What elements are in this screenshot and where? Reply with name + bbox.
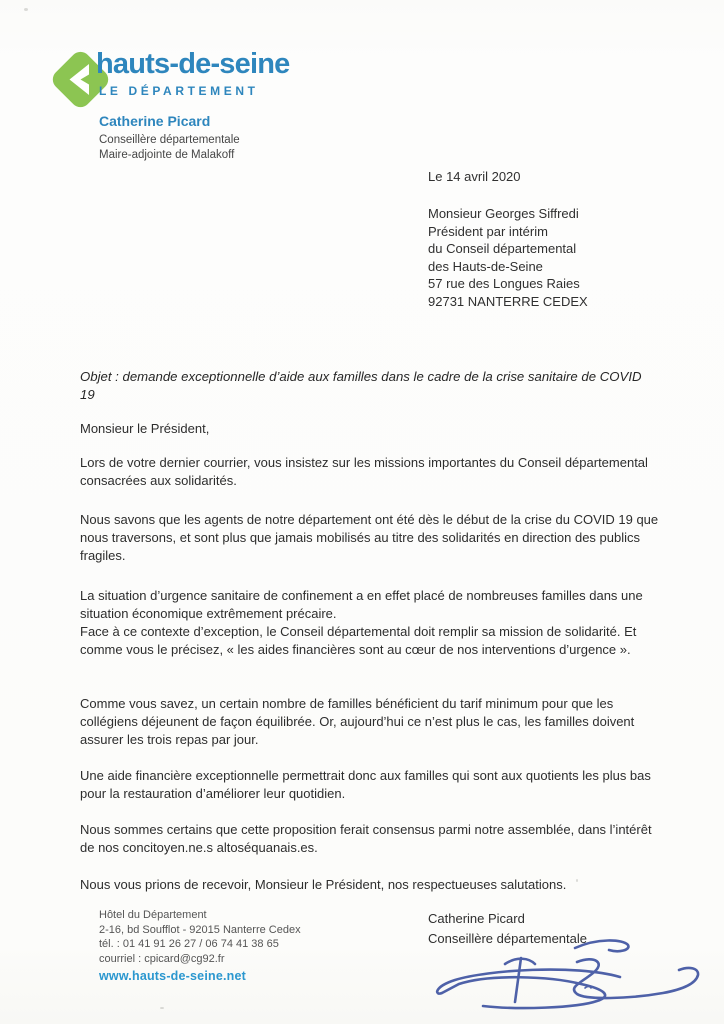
recipient-line: 57 rue des Longues Raies [428,276,580,291]
date-line: Le 14 avril 2020 [428,169,521,184]
recipient-line: 92731 NANTERRE CEDEX [428,293,588,309]
scan-artifact [576,879,578,882]
subject-line: Objet : demande exceptionnelle d’aide aux familles dans le cadre de la crise sanitaire de COVID 19 [80,369,642,402]
salutation: Monsieur le Président, [80,421,210,436]
body-paragraph [80,587,660,659]
body-paragraph-line: La situation d’urgence sanitaire de confinement a en effet placé de nombreuses familles dans une situation économique extrêmement précaire. [80,588,643,621]
footer-line: 2-16, bd Soufflot - 92015 Nanterre Cedex [99,923,301,936]
recipient-block [428,205,588,310]
sender-block [99,114,240,163]
recipient-line: des Hauts-de-Seine [428,258,543,274]
recipient-line: Président par intérim [428,223,548,239]
footer-line: Hôtel du Département [99,909,207,921]
scan-artifact [160,1007,164,1009]
body-paragraph-line: Face à ce contexte d’exception, le Conseil départemental doit remplir sa mission de solidarité. Et comme vous le précisez, « les aides financières sont au cœur de nos interventions d’urgence ». [80,624,637,657]
sender-title-1: Conseillère départementale [99,134,240,146]
body-paragraph: Lors de votre dernier courrier, vous insistez sur les missions importantes du Conseil départemental consacrées aux solidarités. [80,455,648,488]
scan-artifact [24,8,28,11]
recipient-line: du Conseil départemental [428,241,577,256]
footer-line: courriel : cpicard@cg92.fr [99,952,225,965]
footer-line: tél. : 01 41 91 26 27 / 06 74 41 38 65 [99,938,279,950]
logo-tagline: LE DÉPARTEMENT [99,84,259,98]
body-paragraph: Nous sommes certains que cette proposition ferait consensus parmi notre assemblée, dans l’intérêt de nos concitoyen.ne.s altoséquanais.es. [80,822,652,855]
footer-address-block [99,908,301,984]
signature-name: Catherine Picard [428,911,525,926]
sender-name: Catherine Picard [99,113,211,129]
footer-website-link: www.hauts-de-seine.net [99,969,247,983]
sender-title-2: Maire-adjointe de Malakoff [99,149,235,161]
body-paragraph: Comme vous savez, un certain nombre de familles bénéficient du tarif minimum pour que les collégiens déjeunent de façon équilibrée. Or, aujourd’hui ce n’est plus le cas, les familles doivent assurer les trois repas par jour. [80,696,635,747]
closing-line: Nous vous prions de recevoir, Monsieur le Président, nos respectueuses salutations. [80,877,567,892]
body-paragraph: Nous savons que les agents de notre département ont été dès le début de la crise du COVID 19 que nous traversons, et sont plus que jamais mobilisés au titre des solidarités en direction des publics fragiles. [80,512,659,563]
signature-title: Conseillère départementale [428,931,587,946]
body-paragraph: Une aide financière exceptionnelle permettrait donc aux familles qui sont aux quotients les plus bas pour la restauration d’améliorer leur quotidien. [80,768,651,801]
logo-brand-text: hauts-de-seine [96,48,290,80]
signature-block [428,909,587,949]
recipient-line: Monsieur Georges Siffredi [428,206,579,221]
